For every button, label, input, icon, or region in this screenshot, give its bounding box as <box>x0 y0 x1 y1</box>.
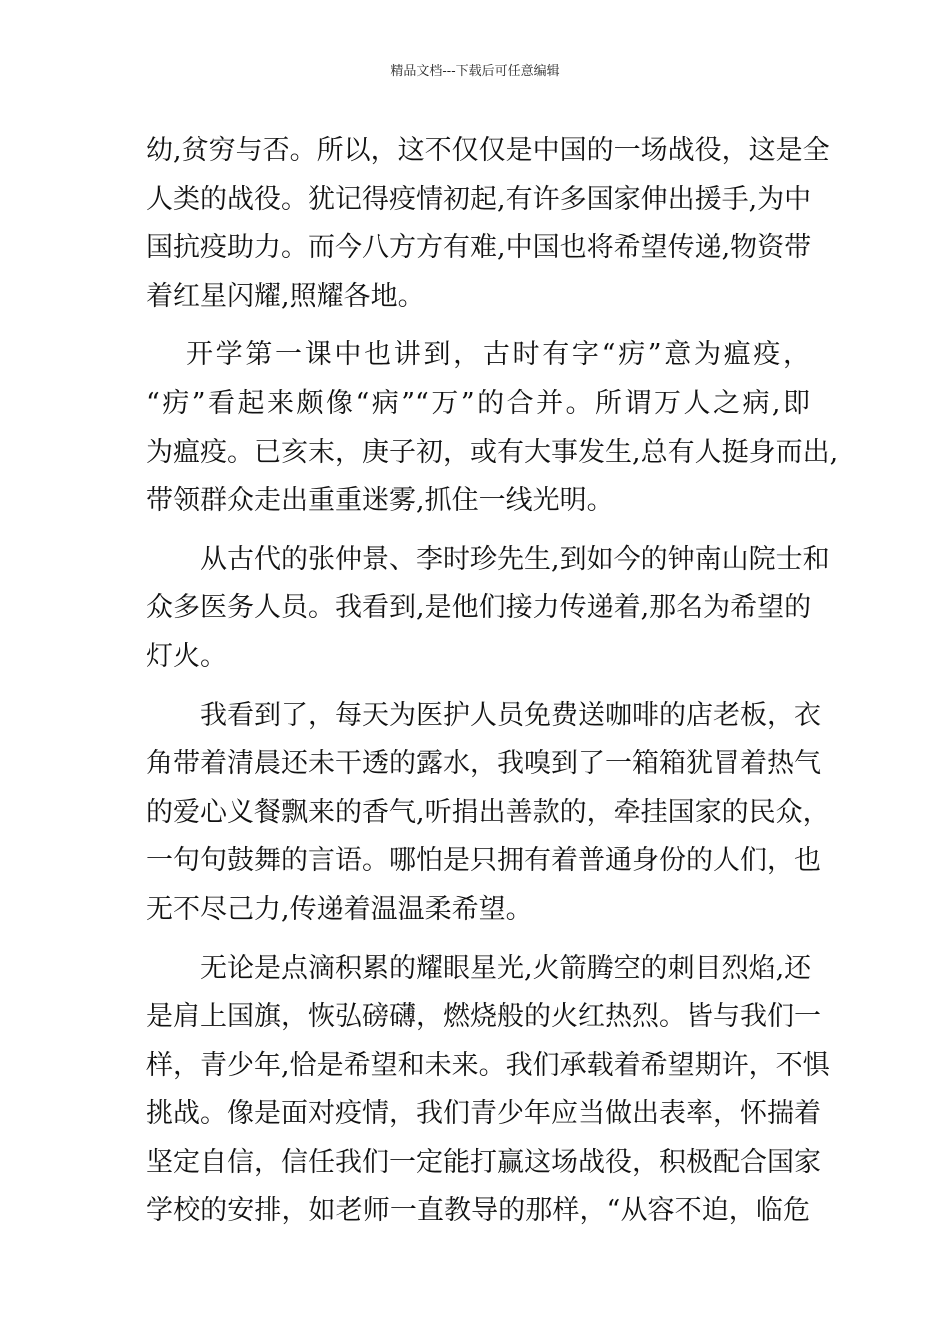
text-line: 众多医务人员。我看到,是他们接力传递着,那名为希望的 <box>146 592 812 624</box>
text-line: 带领群众走出重重迷雾,抓住一线光明。 <box>146 485 614 517</box>
paragraph-5 <box>146 945 830 1237</box>
text-line: 我看到了，每天为医护人员免费送咖啡的店老板，衣 <box>200 699 821 731</box>
text-line: 的爱心义餐飘来的香气,听捐出善款的，牵挂国家的民众， <box>146 796 830 828</box>
text-line: 一句句鼓舞的言语。哪怕是只拥有着普通身份的人们，也 <box>146 845 821 877</box>
paragraph-2 <box>146 331 839 525</box>
text-line: 学校的安排，如老师一直教导的那样，“从容不迫，临危 <box>146 1195 810 1227</box>
text-line: 无论是点滴积累的耀眼星光,火箭腾空的刺目烈焰,还 <box>200 952 812 984</box>
paragraph-1 <box>146 127 830 321</box>
text-line: “疠”看起来颇像“病”“万”的合并。所谓万人之病,即 <box>146 387 810 419</box>
paragraph-4 <box>146 692 830 935</box>
text-line: 是肩上国旗，恢弘磅礴，燃烧般的火红热烈。皆与我们一 <box>146 1001 821 1033</box>
document-body <box>146 127 839 1246</box>
text-line: 为瘟疫。已亥末，庚子初，或有大事发生,总有人挺身而出, <box>146 436 839 468</box>
text-line: 着红星闪耀,照耀各地。 <box>146 280 425 312</box>
text-line: 开学第一课中也讲到，古时有字“疠”意为瘟疫， <box>186 339 810 371</box>
text-line: 人类的战役。犹记得疫情初起,有许多国家伸出援手,为中 <box>146 183 812 215</box>
text-line: 无不尽己力,传递着温温柔希望。 <box>146 893 533 925</box>
text-line: 坚定自信，信任我们一定能打赢这场战役，积极配合国家 <box>146 1146 821 1178</box>
text-line: 角带着清晨还未干透的露水，我嗅到了一箱箱犹冒着热气 <box>146 748 821 780</box>
paragraph-3 <box>146 536 830 682</box>
text-line: 样，青少年,恰是希望和未来。我们承载着希望期许，不惧 <box>146 1049 830 1081</box>
text-line: 灯火。 <box>146 640 227 672</box>
text-line: 从古代的张仲景、李时珍先生,到如今的钟南山院士和 <box>200 543 830 575</box>
page-header: 精品文档---下载后可任意编辑 <box>390 64 560 79</box>
text-line: 挑战。像是面对疫情，我们青少年应当做出表率，怀揣着 <box>146 1098 821 1130</box>
text-line: 国抗疫助力。而今八方方有难,中国也将希望传递,物资带 <box>146 232 812 264</box>
text-line: 幼,贫穷与否。所以，这不仅仅是中国的一场战役，这是全 <box>146 135 830 166</box>
